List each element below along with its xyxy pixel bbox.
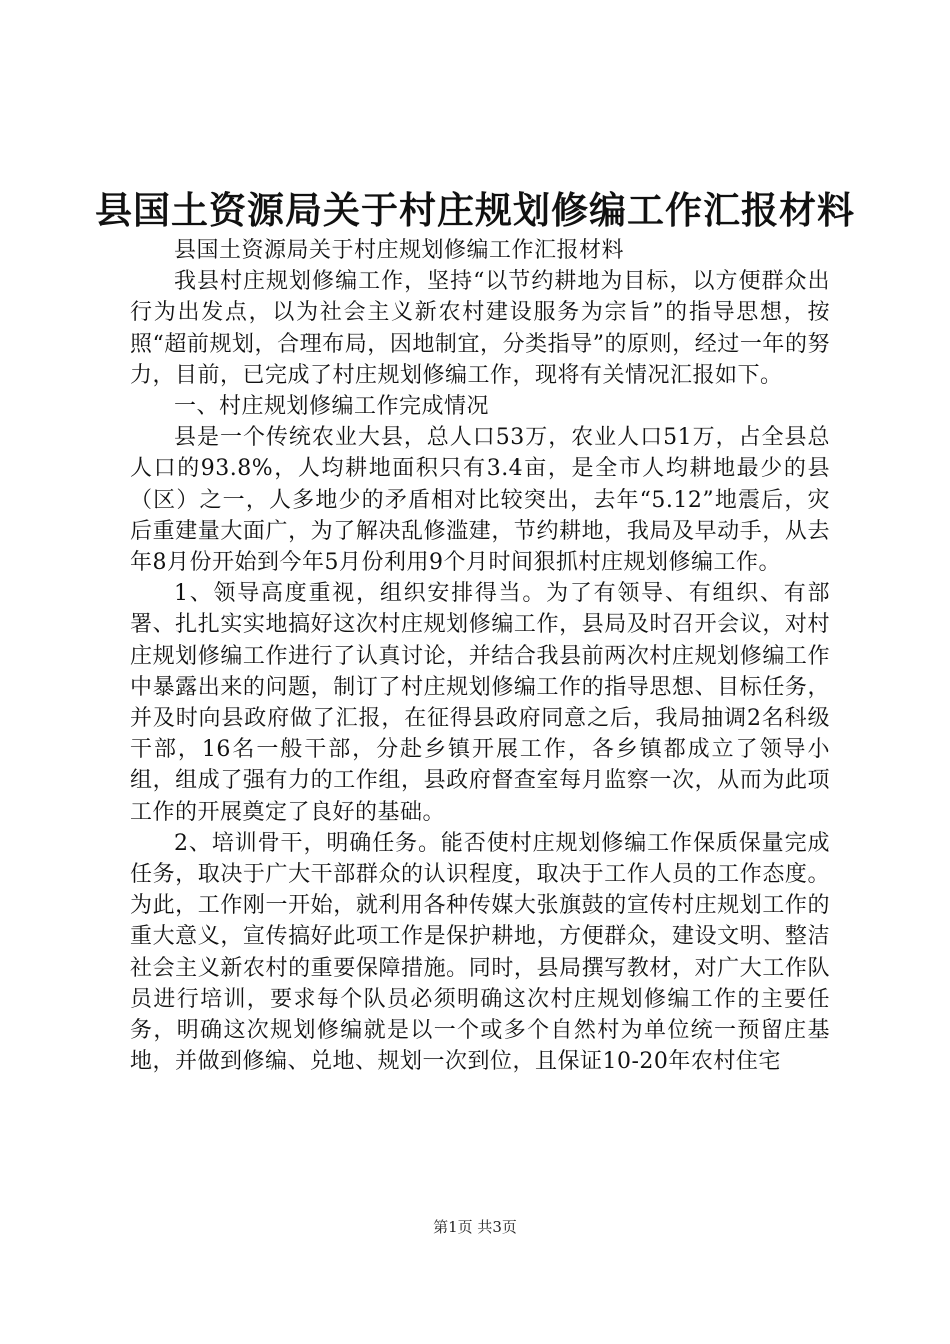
- paragraph-subtitle: 县国土资源局关于村庄规划修编工作汇报材料: [174, 238, 625, 263]
- section-heading: 一、村庄规划修编工作完成情况: [174, 394, 490, 420]
- paragraph-item-2: 2、培训骨干，明确任务。能否使村庄规划修编工作保质保量完成任务，取决于广大干部群众的认识程度，取决于工作人员的工作态度。为此，工作刚一开始，就利用各种传媒大张旗鼓的宣传村庄规划工作的重大意义，宣传搞好此项工作是保护耕地，方便群众，建设文明、整洁社会主义新农村的重要保障措施。同时，县局撰写教材，对广大工作队员进行培训，要求每个队员必须明确这次村庄规划修编工作的主要任务，明确这次规划修编就是以一个或多个自然村为单位统一预留庄基地，并做到修编、兑地、规划一次到位，且保证10-20年农村住宅: [130, 830, 830, 1075]
- paragraph-background: 县是一个传统农业大县，总人口53万，农业人口51万，占全县总人口的93.8%，人均耕地面积只有3.4亩，是全市人均耕地最少的县（区）之一，人多地少的矛盾相对比较突出，去年“5.12”地震后，灾后重建量大面广，为了解决乱修滥建，节约耕地，我局及早动手，从去年8月份开始到今年5月份利用9个月时间狠抓村庄规划修编工作。: [130, 425, 830, 576]
- document-body: [130, 235, 830, 1077]
- paragraph-intro: 我县村庄规划修编工作，坚持“以节约耕地为目标，以方便群众出行为出发点，以为社会主义新农村建设服务为宗旨”的指导思想，按照“超前规划，合理布局，因地制宜，分类指导”的原则，经过一年的努力，目前，已完成了村庄规划修编工作，现将有关情况汇报如下。: [130, 269, 830, 388]
- page-number-footer: 第1页 共3页: [433, 1218, 517, 1236]
- paragraph-item-1: 1、领导高度重视，组织安排得当。为了有领导、有组织、有部署、扎扎实实地搞好这次村庄规划修编工作，县局及时召开会议，对村庄规划修编工作进行了认真讨论，并结合我县前两次村庄规划修编工作中暴露出来的问题，制订了村庄规划修编工作的指导思想、目标任务，并及时向县政府做了汇报，在征得县政府同意之后，我局抽调2名科级干部，16名一般干部，分赴乡镇开展工作，各乡镇都成立了领导小组，组成了强有力的工作组，县政府督查室每月监察一次，从而为此项工作的开展奠定了良好的基础。: [130, 581, 830, 825]
- document-title: 县国土资源局关于村庄规划修编工作汇报材料: [95, 189, 855, 232]
